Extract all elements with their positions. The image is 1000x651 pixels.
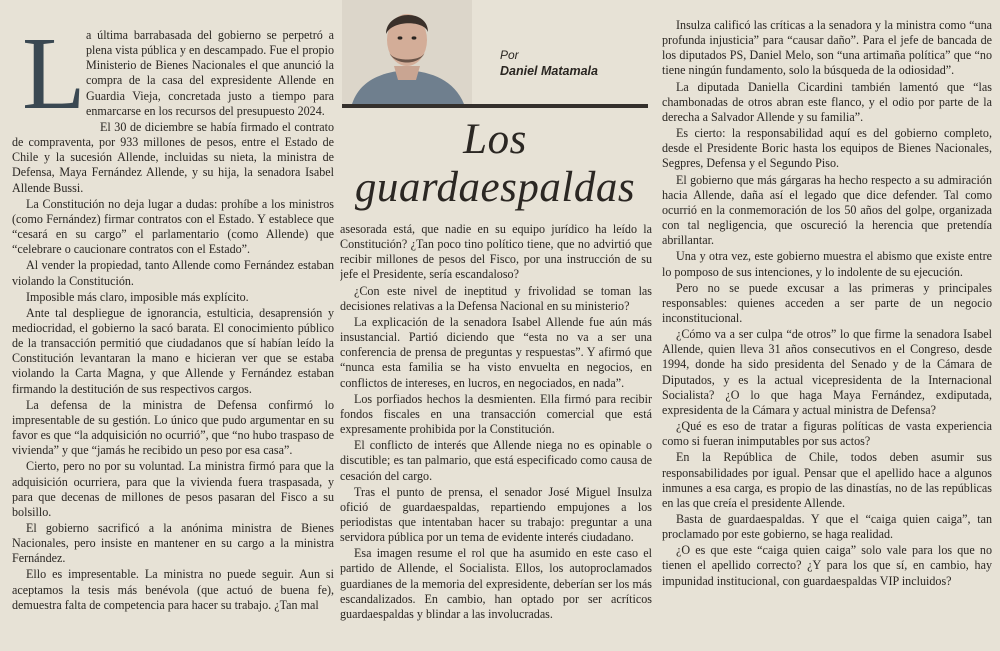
paragraph: El gobierno sacrificó a la anónima ministra de Bienes Nacionales, pero insiste en mantener en su cargo a la ministra Fernández. (12, 521, 334, 566)
author-name: Daniel Matamala (500, 64, 598, 78)
headline-line-1: Los (463, 116, 527, 163)
paragraph: ¿Con este nivel de ineptitud y frivolidad se toman las decisiones relativas a la Defensa Nacional en su ministerio? (340, 283, 652, 313)
paragraph: Cierto, pero no por su voluntad. La ministra firmó para que la adquisición ocurriera, para que la vivienda fuera traspasada, y para que decenas de millones de pesos pasaran del Fisco a su bolsillo. (12, 459, 334, 519)
paragraph: Al vender la propiedad, tanto Allende como Fernández estaban violando la Constitución. (12, 258, 334, 288)
paragraph: Ante tal despliegue de ignorancia, estulticia, desaprensión y mediocridad, el gobierno la sacó barata. El conocimiento público de la transacción permitió que ciudadanos que sí habían leído la Constitución levantaran la mano e hicieran ver que se estaba violando la Carta Magna, y que Allende y Fernández estaban firmando la destitución de sus respectivos cargos. (12, 305, 334, 396)
paragraph: Basta de guardaespaldas. Y que el “caiga quien caiga”, tan proclamado por este gobierno, se haga realidad. (662, 512, 992, 542)
paragraph: a última barrabasada del gobierno se perpetró a plena vista pública y en descampado. Fue el propio Ministerio de Bienes Nacionales el que anunció la compra de la casa del expresidente Allende en Guardia Vieja, concretada justo a tiempo para enmarcarse en los recursos del presupuesto 2024. (86, 28, 334, 118)
paragraph: La diputada Daniella Cicardini también lamentó que “las chambonadas de otros abran este flanco, y el odio por parte de la derecha a Salvador Allende y su familia”. (662, 79, 992, 124)
byline (500, 48, 598, 78)
paragraph: El 30 de diciembre se había firmado el contrato de compraventa, por 933 millones de pesos, entre el Estado de Chile y la sucesión Allende, incluidas su nieta, la ministra de Defensa, Maya Fernández Allende, y su hija, la senadora Isabel Allende Bussi. (12, 119, 334, 195)
paragraph: Ello es impresentable. La ministra no puede seguir. Aun si aceptamos la tesis más benévola (que actuó de buena fe), demuestra falta de competencia para hacer su trabajo. ¿Tan mal (12, 567, 334, 612)
paragraph: La defensa de la ministra de Defensa confirmó lo impresentable de su gestión. Lo único que pudo argumentar en su favor es que “la adquisición no ocurrió”, que “no hubo traspaso de vivienda” y que “jamás he recibido un peso por esa casa”. (12, 397, 334, 458)
paragraph: Una y otra vez, este gobierno muestra el abismo que existe entre lo pomposo de sus intenciones, y lo indolente de su ejecución. (662, 249, 992, 279)
article-column-2 (340, 222, 652, 647)
paragraph: ¿Cómo va a ser culpa “de otros” lo que firme la senadora Isabel Allende, quien lleva 31 años consecutivos en el Congreso, desde 1994, donde ha sido presidenta del Senado y de la Cámara de Diputados, y es la actual vicepresidenta de la Internacional Socialista? ¿O lo que haga Maya Fernández, exdiputada, expresidenta de la Cámara y actual ministra de Defensa? (662, 327, 992, 417)
article-column-3 (662, 18, 992, 648)
paragraph: Esa imagen resume el rol que ha asumido en este caso el partido de Allende, el Socialista. Ellos, los autoproclamados guardianes de la memoria del expresidente, deberían ser los más escandalizados. En cambio, han optado por ser acríticos guardaespaldas y blindar a las involucradas. (340, 546, 652, 621)
paragraph: Los porfiados hechos la desmienten. Ella firmó para recibir fondos fiscales en una transacción comercial que está expresamente prohibida por la Constitución. (340, 391, 652, 437)
author-portrait (342, 0, 472, 104)
paragraph: El conflicto de interés que Allende niega no es opinable o discutible; es tan palmario, que está especificado como causa de cesación del cargo. (340, 438, 652, 483)
drop-cap: L (22, 28, 86, 131)
paragraph: La Constitución no deja lugar a dudas: prohíbe a los ministros (como Fernández) firmar contratos con el Estado. Y establece que “cesará en su cargo” el parlamentario (como Allende) que “celebrare o caucionare contratos con el Estado”. (12, 196, 334, 257)
paragraph: En la República de Chile, todos deben asumir sus responsabilidades por igual. Pensar que el apellido hace a algunos inmunes a esa carga, es propio de las dinastías, no de las repúblicas en las que creía el presidente Allende. (662, 450, 992, 510)
headline-line-2: guardaespaldas (354, 164, 636, 211)
paragraph: ¿Qué es eso de tratar a figuras políticas de vasta experiencia como si fueran inimputables por sus actos? (662, 419, 992, 449)
headline (342, 116, 648, 212)
top-edge (0, 0, 1000, 8)
paragraph: Pero no se puede excusar a las primeras y principales responsables: quienes acceden a ser parte de un negocio inconstitucional. (662, 280, 992, 325)
paragraph: asesorada está, que nadie en su equipo jurídico ha leído la Constitución? ¿Tan poco tino político tiene, que no advirtió que recibir millones de pesos del Fisco, por una instrucción de su jefe el Presidente, sería escandaloso? (340, 222, 652, 282)
paragraph: El gobierno que más gárgaras ha hecho respecto a su admiración hacia Allende, daña así el legado que dice defender. Tal como ocurrió en la conmemoración de los 50 años del golpe, organizada con tal negligencia, que oscureció la herencia que pretendía abrillantar. (662, 172, 992, 248)
paragraph: Es cierto: la responsabilidad aquí es del gobierno completo, desde el Presidente Boric hasta los equipos de Bienes Nacionales, Segpres, Defensa y el Segundo Piso. (662, 126, 992, 171)
portrait-illustration (342, 0, 472, 104)
paragraph: La explicación de la senadora Isabel Allende fue aún más insustancial. Partió diciendo que “esta no va a ser una conferencia de prensa de preguntas y respuestas”. Y afirmó que “nunca esta familia se ha visto envuelta en negocios, en conflictos de intereses, en lucros, en negociados, en nada”. (340, 314, 652, 390)
paragraph: Insulza calificó las críticas a la senadora y la ministra como “una profunda injusticia” para “causar daño”. Para el jefe de bancada de los diputados PS, Daniel Melo, son “una artimaña política” que “no tiene ningún fundamento, solo la búsqueda de la odiosidad”. (662, 18, 992, 78)
paragraph: Imposible más claro, imposible más explícito. (26, 289, 249, 304)
article-column-1 (12, 28, 334, 648)
headline-rule (342, 104, 648, 108)
paragraph: ¿O es que este “caiga quien caiga” solo vale para los que no tienen el apellido correcto? ¿Y para los que sí, en cambio, hay impunidad institucional, con guardaespaldas VIP incluidos? (662, 543, 992, 588)
byline-prefix: Por (500, 48, 519, 62)
paragraph: Tras el punto de prensa, el senador José Miguel Insulza ofició de guardaespaldas, repartiendo empujones a los periodistas que intentaban hacer su trabajo: preguntar a una servidora pública por un tema de evidente interés ciudadano. (340, 484, 652, 545)
